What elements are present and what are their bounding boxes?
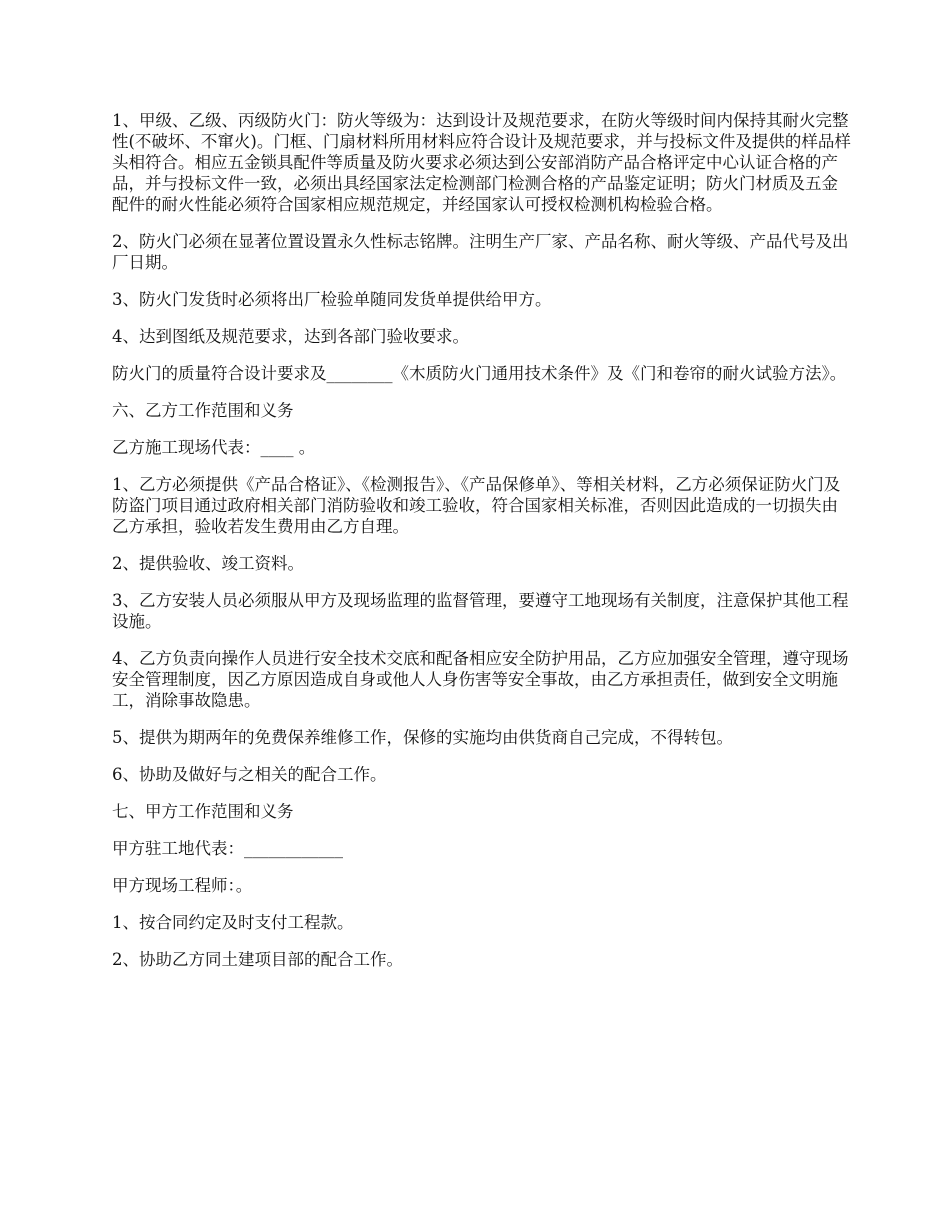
party-b-duty-6: 6、协助及做好与之相关的配合工作。 — [112, 765, 387, 784]
party-b-duty-1: 1、乙方必须提供《产品合格证》、《检测报告》、《产品保修单》、等相关材料，乙方必须保证防火门及防盗门项目通过政府相关部门消防验收和竣工验收，符合国家相关标准，否则因此造成的一切损失由乙方承担，验收若发生费用由乙方自理。 — [112, 475, 841, 536]
party-a-duty-1: 1、按合同约定及时支付工程款。 — [112, 913, 354, 932]
party-a-site-representative: 甲方驻工地代表：____________ — [112, 839, 343, 858]
section-heading-party-b: 六、乙方工作范围和义务 — [112, 401, 294, 420]
party-a-site-engineer: 甲方现场工程师：。 — [112, 876, 253, 895]
clause-inspection-sheet: 3、防火门发货时必须将出厂检验单随同发货单提供给甲方。 — [112, 290, 552, 309]
party-b-duty-4: 4、乙方负责向操作人员进行安全技术交底和配备相应安全防护用品，乙方应加强安全管理，遵守现场安全管理制度，因乙方原因造成自身或他人人身伤害等安全事故，由乙方承担责任，做到安全文明施工，消除事故隐患。 — [112, 649, 849, 710]
document-page — [112, 110, 852, 986]
clause-quality-standard: 防火门的质量符合设计要求及________《木质防火门通用技术条件》及《门和卷帘的耐火试验方法》。 — [112, 364, 847, 383]
clause-fire-door-grade: 1、甲级、乙级、丙级防火门：防火等级为：达到设计及规范要求，在防火等级时间内保持其耐火完整性(不破坏、不窜火)。门框、门扇材料所用材料应符合设计及规范要求，并与投标文件及提供的样品样头相符合。相应五金锁具配件等质量及防火要求必须达到公安部消防产品合格评定中心认证合格的产品，并与投标文件一致，必须出具经国家法定检测部门检测合格的产品鉴定证明；防火门材质及五金配件的耐火性能必须符合国家相应规范规定，并经国家认可授权检测机构检验合格。 — [112, 111, 851, 214]
party-b-duty-2: 2、提供验收、竣工资料。 — [112, 554, 304, 573]
clause-acceptance: 4、达到图纸及规范要求，达到各部门验收要求。 — [112, 327, 469, 346]
party-b-duty-3: 3、乙方安装人员必须服从甲方及现场监理的监督管理，要遵守工地现场有关制度，注意保护其他工程设施。 — [112, 591, 849, 631]
section-heading-party-a: 七、甲方工作范围和义务 — [112, 802, 294, 821]
party-a-duty-2: 2、协助乙方同土建项目部的配合工作。 — [112, 950, 403, 969]
party-b-duty-5: 5、提供为期两年的免费保养维修工作，保修的实施均由供货商自己完成，不得转包。 — [112, 728, 733, 747]
party-b-site-representative: 乙方施工现场代表：____ 。 — [112, 438, 316, 457]
clause-nameplate: 2、防火门必须在显著位置设置永久性标志铭牌。注明生产厂家、产品名称、耐火等级、产品代号及出厂日期。 — [112, 232, 849, 272]
